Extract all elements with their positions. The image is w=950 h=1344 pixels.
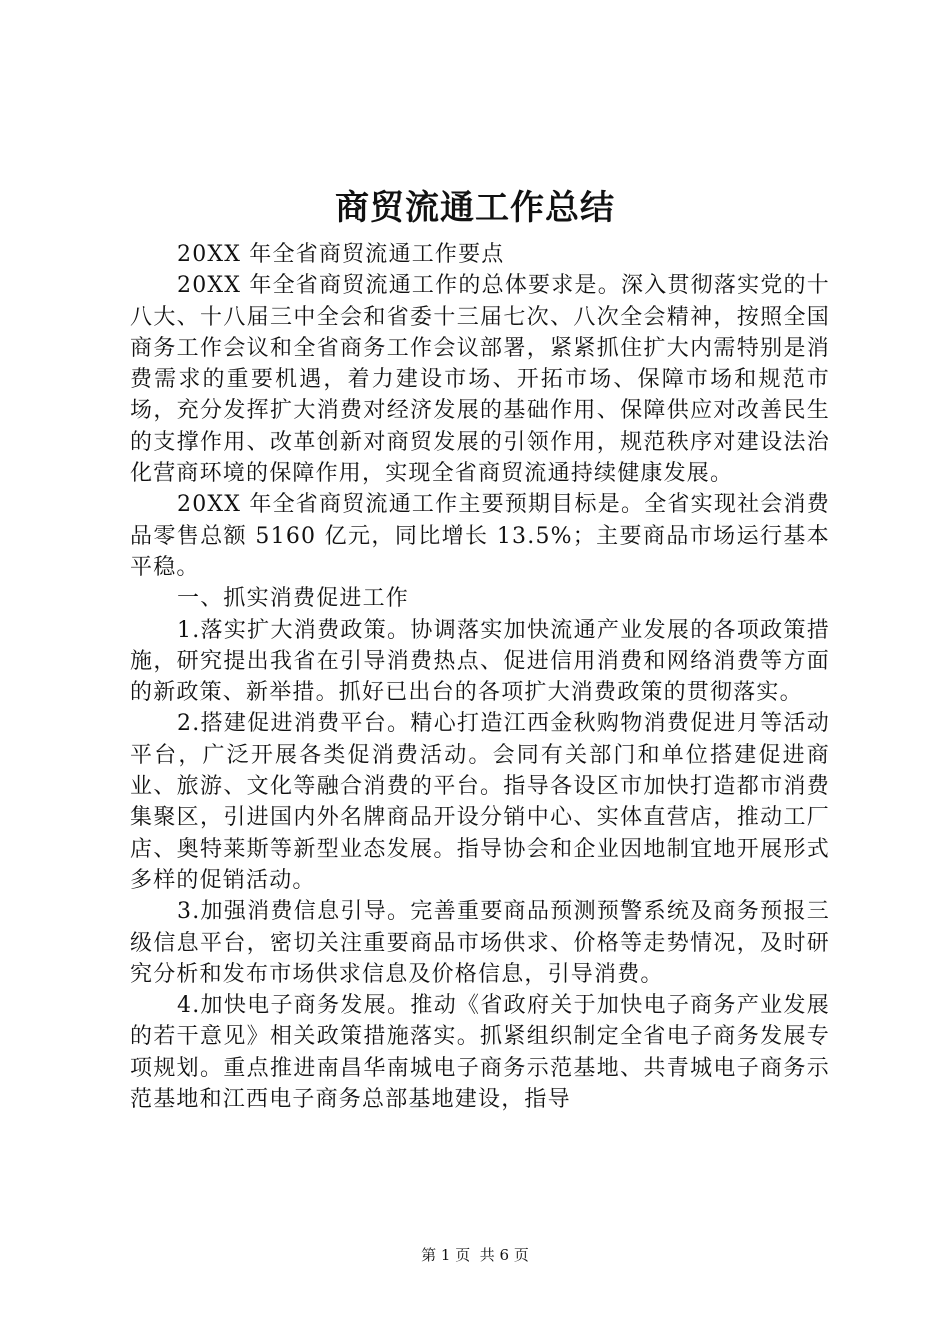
document-body (130, 239, 830, 1115)
paragraph-item-4: 4.加快电子商务发展。推动《省政府关于加快电子商务产业发展的若干意见》相关政策措施落实。抓紧组织制定全省电子商务发展专项规划。重点推进南昌华南城电子商务示范基地、共青城电子商务示范基地和江西电子商务总部基地建设，指导 (130, 993, 830, 1113)
paragraph-general-requirements: 20XX 年全省商贸流通工作的总体要求是。深入贯彻落实党的十八大、十八届三中全会和省委十三届七次、八次全会精神，按照全国商务工作会议和全省商务工作会议部署，紧紧抓住扩大内需特别是消费需求的重要机遇，着力建设市场、开拓市场、保障市场和规范市场，充分发挥扩大消费对经济发展的基础作用、保障供应对改善民生的支撑作用、改革创新对商贸发展的引领作用，规范秩序对建设法治化营商环境的保障作用，实现全省商贸流通持续健康发展。 (130, 273, 830, 487)
paragraph-item-3: 3.加强消费信息引导。完善重要商品预测预警系统及商务预报三级信息平台，密切关注重要商品市场供求、价格等走势情况，及时研究分析和发布市场供求信息及价格信息，引导消费。 (130, 899, 830, 987)
paragraph-expected-targets: 20XX 年全省商贸流通工作主要预期目标是。全省实现社会消费品零售总额 5160 亿元，同比增长 13.5%；主要商品市场运行基本平稳。 (130, 492, 830, 580)
paragraph-subtitle: 20XX 年全省商贸流通工作要点 (177, 242, 505, 267)
paragraph-item-1: 1.落实扩大消费政策。协调落实加快流通产业发展的各项政策措施，研究提出我省在引导消费热点、促进信用消费和网络消费等方面的新政策、新举措。抓好已出台的各项扩大消费政策的贯彻落实。 (130, 617, 830, 706)
document-title: 商贸流通工作总结 (335, 188, 615, 228)
paragraph-item-2: 2.搭建促进消费平台。精心打造江西金秋购物消费促进月等活动平台，广泛开展各类促消费活动。会同有关部门和单位搭建促进商业、旅游、文化等融合消费的平台。指导各设区市加快打造都市消费集聚区，引进国内外名牌商品开设分销中心、实体直营店，推动工厂店、奥特莱斯等新型业态发展。指导协会和企业因地制宜地开展形式多样的促销活动。 (130, 711, 830, 893)
page-number-footer: 第 1 页 共 6 页 (421, 1246, 529, 1264)
section-heading-consumption: 一、抓实消费促进工作 (177, 586, 410, 612)
